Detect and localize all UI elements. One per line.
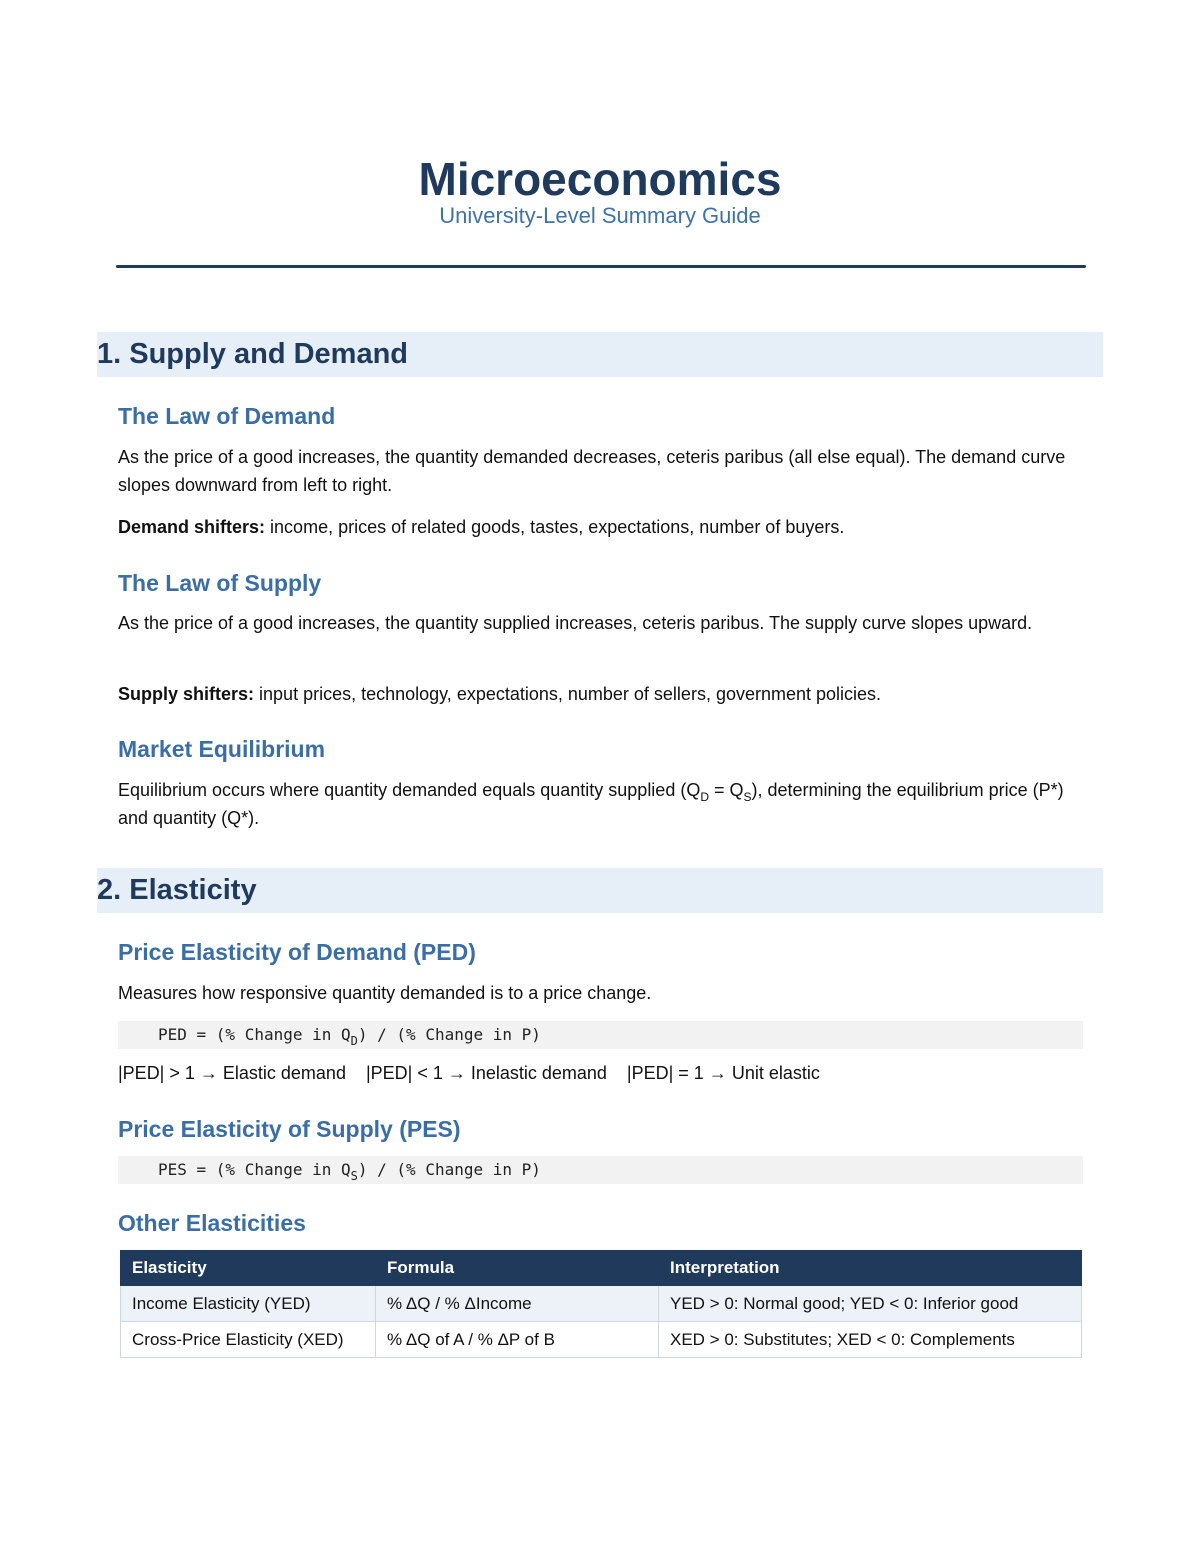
equilibrium-text-part: = Q [709, 780, 744, 800]
elasticities-table [120, 1250, 1082, 1358]
table-header-row [121, 1251, 1082, 1286]
demand-shifters-label: Demand shifters: [118, 517, 266, 537]
ped-formula [158, 1021, 541, 1049]
pes-formula-block [118, 1156, 1083, 1184]
subscript-d: D [700, 790, 709, 804]
column-header-elasticity: Elasticity [121, 1251, 376, 1286]
equilibrium-text-part: ), determining the equilibrium price (P*) and quantity (Q*). [118, 780, 1064, 828]
subscript-s: S [743, 790, 752, 804]
column-header-interpretation: Interpretation [659, 1251, 1082, 1286]
subheading-law-of-supply: The Law of Supply [118, 570, 322, 596]
section-heading-supply-demand: 1. Supply and Demand [97, 338, 408, 370]
subscript-s: S [350, 1169, 358, 1183]
table-row [121, 1322, 1082, 1358]
title-divider [116, 265, 1086, 268]
subheading-market-equilibrium: Market Equilibrium [118, 736, 326, 762]
ped-formula-block [118, 1021, 1083, 1049]
page-subtitle: University-Level Summary Guide [439, 203, 761, 228]
equilibrium-text [118, 776, 1078, 832]
subscript-d: D [350, 1034, 358, 1048]
table-cell: % ΔQ / % ΔIncome [376, 1286, 659, 1322]
table-cell: % ΔQ of A / % ΔP of B [376, 1322, 659, 1358]
table-row [121, 1286, 1082, 1322]
table-cell: Cross-Price Elasticity (XED) [121, 1322, 376, 1358]
formula-part: PED = (% Change in Q [158, 1025, 351, 1044]
subheading-other-elasticities: Other Elasticities [118, 1210, 306, 1236]
demand-shifters-text [118, 513, 1078, 541]
law-of-demand-text: As the price of a good increases, the quantity demanded decreases, ceteris paribus (all else equal). The demand curve slopes downward from left to right. [118, 447, 1066, 495]
law-of-supply-text: As the price of a good increases, the quantity supplied increases, ceteris paribus. The supply curve slopes upward. [118, 613, 1033, 633]
table-cell: Income Elasticity (YED) [121, 1286, 376, 1322]
supply-shifters-list: input prices, technology, expectations, number of sellers, government policies. [254, 684, 882, 704]
formula-part: ) / (% Change in P) [357, 1160, 541, 1179]
subheading-pes: Price Elasticity of Supply (PES) [118, 1116, 461, 1142]
supply-shifters-text [118, 680, 1078, 708]
ped-description: Measures how responsive quantity demanded is to a price change. [118, 983, 652, 1003]
formula-part: PES = (% Change in Q [158, 1160, 351, 1179]
demand-shifters-list: income, prices of related goods, tastes, expectations, number of buyers. [265, 517, 845, 537]
subheading-ped: Price Elasticity of Demand (PED) [118, 939, 476, 965]
table-cell: XED > 0: Substitutes; XED < 0: Complements [659, 1322, 1082, 1358]
page-title: Microeconomics [418, 153, 782, 205]
equilibrium-text-part: Equilibrium occurs where quantity demanded equals quantity supplied (Q [118, 780, 701, 800]
formula-part: ) / (% Change in P) [357, 1025, 541, 1044]
pes-formula [158, 1156, 541, 1184]
table-cell: YED > 0: Normal good; YED < 0: Inferior good [659, 1286, 1082, 1322]
column-header-formula: Formula [376, 1251, 659, 1286]
subheading-law-of-demand: The Law of Demand [118, 403, 336, 429]
supply-shifters-label: Supply shifters: [118, 684, 255, 704]
section-heading-elasticity: 2. Elasticity [97, 874, 257, 906]
ped-rules: |PED| > 1 → Elastic demand |PED| < 1 → Inelastic demand |PED| = 1 → Unit elastic [118, 1063, 820, 1083]
